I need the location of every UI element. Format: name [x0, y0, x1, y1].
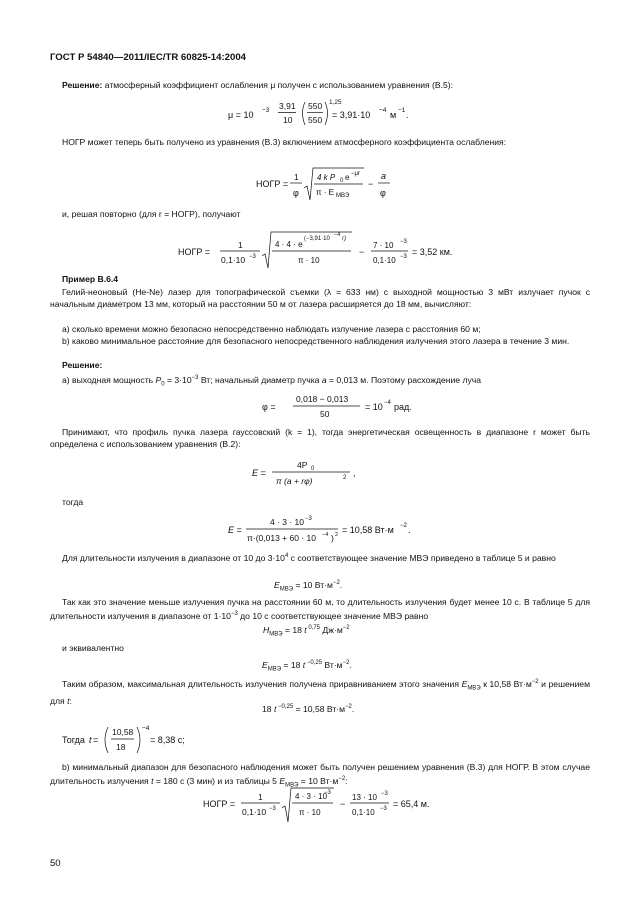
svg-text:μ = 10: μ = 10	[228, 110, 254, 120]
svg-text:13 · 10: 13 · 10	[352, 793, 377, 802]
page-number: 50	[50, 858, 61, 869]
svg-text:0: 0	[311, 466, 315, 472]
svg-text:= 10: = 10	[365, 402, 383, 412]
svg-text:φ: φ	[293, 188, 299, 198]
svg-text:7 · 10: 7 · 10	[373, 241, 394, 250]
svg-text:a: a	[381, 171, 387, 181]
paragraph-6: Принимают, что профиль пучка лазера гауссовский (k = 1), тогда энергетическая освещенность в диапазоне r может быть определена с использованием уравнения (B.2):	[50, 427, 590, 450]
formula-nogr-3	[0, 784, 630, 828]
paragraph-4: Гелий-неоновый (He-Ne) лазер для топографической съемки (λ = 633 нм) с выходной мощностью 3 мВт излучает пучок с начальным диаметром 13 мм, который на расстоянии 50 м от лазера расширяется до 18 мм, вычисляют:	[50, 287, 590, 310]
svg-text:0: 0	[340, 178, 344, 184]
svg-text:4 · 3 · 10: 4 · 3 · 10	[270, 517, 305, 527]
svg-text:−3: −3	[249, 254, 256, 260]
svg-text:φ =: φ =	[262, 402, 276, 412]
solution-paragraph-1: Решение: атмосферный коэффициент ослабления μ получен с использованием уравнения (B.5):	[62, 80, 454, 90]
svg-text:3,91: 3,91	[279, 101, 296, 111]
svg-text:−4: −4	[384, 400, 391, 406]
svg-text:= 10,58 Вт·м: = 10,58 Вт·м	[342, 525, 394, 535]
svg-text:−μr: −μr	[351, 171, 360, 177]
svg-text:МВЭ: МВЭ	[336, 193, 350, 199]
svg-text:НОГР =: НОГР =	[203, 799, 236, 809]
formula-E2	[0, 512, 630, 546]
svg-text:−3: −3	[262, 107, 270, 114]
eq-18t: 18 t $^{-0,25}$ = 10,58 $Вт\cdot м^{-2}$.	[262, 704, 355, 714]
eq-hmve: $H_{МВЭ} = 18$ t $^{0,75}$ $Дж\cdot м^{-2}$	[263, 625, 350, 638]
paragraph-2: НОГР может теперь быть получено из уравнения (B.3) включением атмосферного коэффициента ослабления:	[62, 137, 507, 147]
svg-text:550: 550	[308, 115, 323, 125]
svg-text:−: −	[368, 179, 374, 189]
svg-text:= 8,38 с;: = 8,38 с;	[150, 735, 185, 745]
item-a: а) сколько времени можно безопасно непосредственно наблюдать излучение лазера с расстояния 60 м;	[62, 324, 481, 334]
svg-text:φ: φ	[380, 188, 386, 198]
paragraph-7: тогда	[62, 497, 84, 507]
svg-text:−4: −4	[142, 725, 150, 732]
svg-text:550: 550	[308, 101, 323, 111]
svg-text:0,1·10: 0,1·10	[221, 255, 246, 265]
svg-text:0,1·10: 0,1·10	[373, 256, 396, 265]
svg-text:−3: −3	[269, 806, 276, 812]
svg-text:НОГР =: НОГР =	[178, 247, 211, 257]
paragraph-11: Таким образом, максимальная длительность излучения получена приравниванием этого значения $E_{МВЭ}$ к 10,58 $Вт\cdot м^{-2}$ и решением для t:	[50, 678, 590, 706]
svg-text:−1: −1	[398, 107, 406, 114]
svg-text:π · 10: π · 10	[299, 808, 321, 817]
paragraph-9: Так как это значение меньше излучения пучка на расстоянии 60 м, то длительность излучения будет менее 10 с. В таблице 5 для длительности излучения в диапазоне от $1\cdot 10^{-3}$ до 10 с соответствующее значение МВЭ равно	[50, 597, 590, 622]
svg-text:Тогда: Тогда	[62, 735, 85, 745]
svg-text:2: 2	[335, 532, 339, 538]
svg-text:E =: E =	[228, 525, 242, 535]
svg-text:−3: −3	[381, 791, 388, 797]
svg-text:=: =	[93, 735, 99, 745]
svg-text:e: e	[345, 173, 350, 182]
paragraph-10: и эквивалентно	[62, 643, 124, 653]
svg-text:r): r)	[342, 236, 346, 242]
paragraph-12: b) минимальный диапазон для безопасного наблюдения может быть получен решением уравнения (B.3) для НОГР. В этом случае длительность излучения t = 180 с (3 мин) и из таблицы 5 $E_{МВЭ} = 10$ $Вт\cdot м^{-2}$:	[50, 762, 590, 789]
svg-text:(−3,91·10: (−3,91·10	[304, 236, 330, 242]
svg-text:): )	[331, 533, 334, 543]
svg-text:π·(0,013 + 60 · 10: π·(0,013 + 60 · 10	[247, 533, 316, 543]
svg-text:0,1·10: 0,1·10	[352, 808, 375, 817]
svg-text:10: 10	[283, 115, 293, 125]
svg-text:−3: −3	[400, 254, 407, 260]
paragraph-5: а) выходная мощность $P_0 = 3\cdot 10^{-3}$ Вт; начальный диаметр пучка a = 0,013 м. Поэтому расхождение луча	[62, 374, 482, 388]
svg-text:−2: −2	[400, 523, 407, 529]
svg-text:= 3,52 км.: = 3,52 км.	[412, 247, 453, 257]
svg-text:.: .	[408, 525, 411, 535]
document-header: ГОСТ Р 54840—2011/IEC/TR 60825-14:2004	[50, 52, 246, 63]
eq-emve-2: $E_{МВЭ} = 18$ t $^{-0,25}$ $Вт\cdot м^{-2}$.	[262, 660, 352, 673]
svg-text:−4: −4	[322, 532, 329, 538]
svg-text:t: t	[89, 735, 92, 745]
svg-text:E =: E =	[252, 468, 266, 478]
svg-text:м: м	[390, 110, 397, 120]
paragraph-8: Для длительности излучения в диапазоне от 10 до $3\cdot 10^4$ с соответствующее значение МВЭ приведено в таблице 5 и равно	[62, 552, 556, 563]
paragraph-3: и, решая повторно (для r = НОГР), получают	[62, 209, 241, 219]
svg-text:0,018 − 0,013: 0,018 − 0,013	[296, 394, 349, 404]
svg-text:4 · 4 · e: 4 · 4 · e	[275, 240, 303, 249]
svg-text:π · E: π · E	[316, 188, 334, 197]
svg-text:2: 2	[343, 475, 347, 481]
svg-text:НОГР =: НОГР =	[256, 179, 289, 189]
svg-text:−3: −3	[380, 806, 387, 812]
example-title: Пример B.6.4	[62, 274, 119, 284]
svg-text:4 · 3 · 10: 4 · 3 · 10	[295, 792, 328, 801]
eq-emve-1: $E_{МВЭ} = 10$ $Вт\cdot м^{-2}$.	[274, 580, 343, 593]
formula-nogr	[0, 164, 630, 206]
svg-text:4 k P: 4 k P	[317, 173, 336, 182]
svg-text:−4: −4	[379, 107, 387, 114]
svg-text:= 65,4 м.: = 65,4 м.	[393, 799, 430, 809]
formula-mu	[0, 96, 630, 132]
svg-text:−3: −3	[400, 239, 407, 245]
svg-text:−: −	[340, 799, 346, 809]
svg-text:0,1·10: 0,1·10	[242, 807, 267, 817]
formula-phi	[0, 390, 630, 422]
svg-text:.: .	[406, 110, 409, 120]
svg-text:,: ,	[353, 468, 356, 478]
svg-text:50: 50	[320, 409, 330, 419]
svg-text:18: 18	[116, 742, 126, 752]
svg-text:π (a + rφ): π (a + rφ)	[276, 476, 313, 486]
svg-text:1,25: 1,25	[329, 99, 342, 106]
svg-text:−3: −3	[324, 790, 331, 796]
svg-text:= 3,91·10: = 3,91·10	[332, 110, 371, 120]
formula-E	[0, 456, 630, 490]
solution-title: Решение:	[62, 360, 103, 370]
formula-t	[0, 722, 630, 758]
svg-text:1: 1	[238, 240, 243, 250]
svg-text:10,58: 10,58	[112, 727, 134, 737]
svg-text:4P: 4P	[297, 460, 308, 470]
svg-text:1: 1	[294, 172, 299, 182]
svg-text:−: −	[359, 247, 365, 257]
item-b: b) каково минимальное расстояние для безопасного непосредственного наблюдения излучения этого лазера в течение 3 мин.	[62, 336, 570, 346]
svg-text:1: 1	[258, 792, 263, 802]
svg-text:рад.: рад.	[394, 402, 412, 412]
svg-text:−4: −4	[334, 232, 341, 238]
svg-text:π · 10: π · 10	[298, 256, 320, 265]
formula-nogr-2	[0, 226, 630, 272]
svg-text:−3: −3	[305, 516, 312, 522]
